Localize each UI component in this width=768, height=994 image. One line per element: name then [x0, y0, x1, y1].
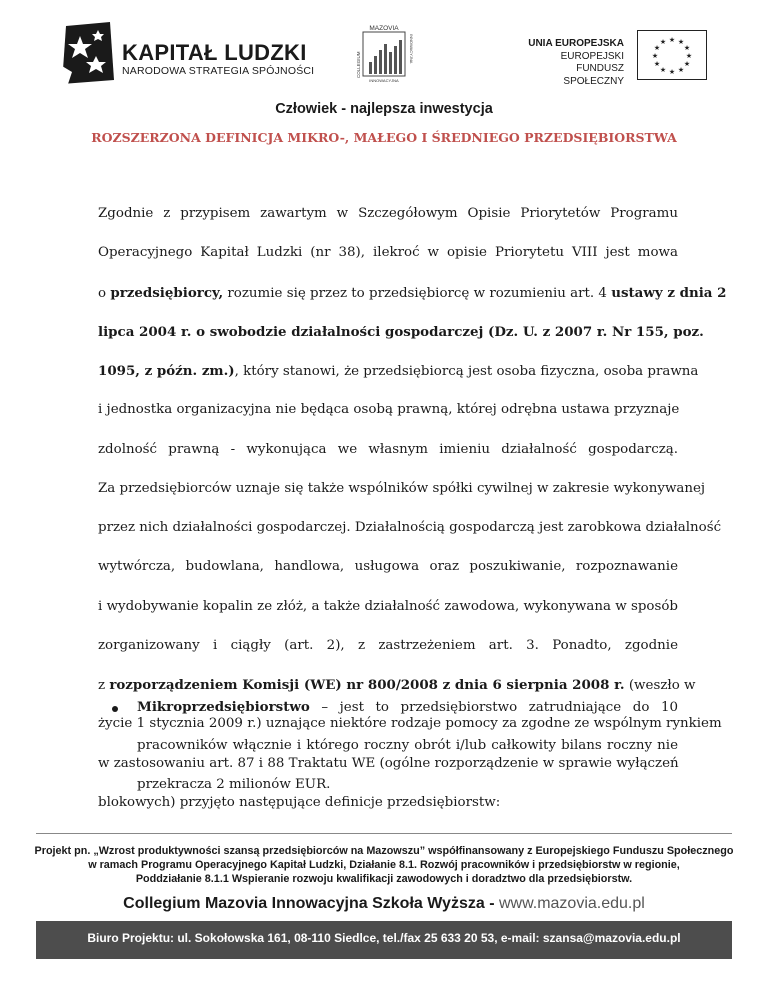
paragraph-line	[98, 285, 727, 301]
svg-text:★: ★	[651, 52, 659, 60]
footer-project-line-1: Projekt pn. „Wzrost produktywności szansą przedsiębiorców na Mazowszu” współfinansowany z Europejskiego Funduszu Społecznego	[34, 845, 734, 857]
paragraph-line: i wydobywanie kopalin ze złóż, a także działalność zawodowa, wykonywana w sposób	[98, 599, 678, 614]
bold-term: Mikroprzedsiębiorstwo	[137, 699, 310, 715]
collegium-mazovia-logo-icon	[355, 22, 413, 84]
footer-divider	[36, 833, 732, 834]
paragraph-line: Zgodnie z przypisem zawartym w Szczegółowym Opisie Priorytetów Programu	[98, 206, 678, 221]
bold-term: 1095, z późn. zm.)	[98, 363, 235, 379]
eu-line-1: UNIA EUROPEJSKA	[528, 38, 624, 49]
svg-text:★: ★	[659, 66, 667, 74]
svg-text:★: ★	[677, 66, 685, 74]
footer-college	[0, 895, 768, 913]
kapital-ludzki-logo-icon	[58, 22, 116, 84]
svg-text:★: ★	[683, 60, 691, 68]
paragraph-line	[98, 677, 696, 693]
text-run: – jest to przedsiębiorstwo zatrudniające do 10	[309, 700, 678, 715]
bullet-line: pracowników włącznie i którego roczny obrót i/lub całkowity bilans roczny nie	[137, 738, 678, 753]
paragraph-line: Operacyjnego Kapitał Ludzki (nr 38), ilekroć w opisie Priorytetu VIII jest mowa	[98, 245, 678, 260]
footer-project-line-3: Poddziałanie 8.1.1 Wspieranie rozwoju kwalifikacji zawodowych i doradztwo dla przedsiębiorstw.	[135, 873, 633, 885]
footer-office-address: Biuro Projektu: ul. Sokołowska 161, 08-110 Siedlce, tel./fax 25 633 20 53, e-mail: szansa@mazovia.edu.pl	[87, 931, 681, 945]
bullet-icon	[112, 706, 118, 712]
paragraph-line: Za przedsiębiorców uznaje się także wspólników spółki cywilnej w zakresie wykonywanej	[98, 481, 706, 496]
svg-text:★: ★	[668, 36, 676, 44]
paragraph-line: zdolność prawną - wykonująca we własnym imieniu działalność gospodarczą.	[98, 442, 678, 457]
svg-text:★: ★	[653, 60, 661, 68]
svg-text:MAZOVIA: MAZOVIA	[369, 25, 399, 32]
eu-funding-label	[520, 38, 624, 88]
tagline: Człowiek - najlepsza inwestycja	[275, 101, 493, 117]
paragraph-line: w zastosowaniu art. 87 i 88 Traktatu WE (ogólne rozporządzenie w sprawie wyłączeń	[98, 756, 679, 771]
footer-project-line-2: w ramach Programu Operacyjnego Kapitał Ludzki, Działanie 8.1. Rozwój pracowników i przedsiębiorstw w regionie,	[88, 859, 680, 871]
bold-term: ustawy z dnia 2	[611, 285, 727, 301]
svg-text:COLLEGIUM: COLLEGIUM	[356, 51, 361, 78]
paragraph-line: lipca 2004 r. o swobodzie działalności gospodarczej (Dz. U. z 2007 r. Nr 155, poz.	[98, 324, 704, 340]
eu-line-3: FUNDUSZ SPOŁECZNY	[563, 63, 624, 87]
svg-text:INNOWACYJNA: INNOWACYJNA	[409, 34, 414, 64]
college-url[interactable]: www.mazovia.edu.pl	[498, 895, 645, 912]
bullet-line: przekracza 2 milionów EUR.	[137, 777, 331, 792]
eu-flag-icon	[637, 30, 707, 80]
svg-text:★: ★	[653, 44, 661, 52]
paragraph-line	[98, 363, 699, 379]
svg-text:★: ★	[685, 52, 693, 60]
paragraph-line: i jednostka organizacyjna nie będąca osobą prawną, której odrębna ustawa przyznaje	[98, 402, 680, 417]
svg-text:★: ★	[659, 38, 667, 46]
bold-term: przedsiębiorcy,	[110, 285, 224, 301]
eu-line-2: EUROPEJSKI	[560, 50, 624, 62]
bullet-line	[137, 699, 678, 715]
paragraph-line: przez nich działalności gospodarczej. Działalnością gospodarczą jest zarobkowa działalność	[98, 520, 722, 535]
paragraph-line: życie 1 stycznia 2009 r.) uznające niektóre rodzaje pomocy za zgodne ze wspólnym rynkiem	[98, 716, 722, 731]
paragraph-line: zorganizowany i ciągły (art. 2), z zastrzeżeniem art. 3. Ponadto, zgodnie	[98, 638, 678, 653]
document-title: ROZSZERZONA DEFINICJA MIKRO-, MAŁEGO I ŚREDNIEGO PRZEDSIĘBIORSTWA	[91, 130, 677, 145]
text-run: rozumie się przez to przedsiębiorcę w rozumieniu art. 4	[223, 286, 612, 301]
text-run: , który stanowi, że przedsiębiorcą jest osoba fizyczna, osoba prawna	[234, 364, 699, 379]
paragraph-line: blokowych) przyjęto następujące definicje przedsiębiorstw:	[98, 795, 501, 810]
college-name: Collegium Mazovia Innowacyjna Szkoła Wyższa -	[123, 895, 499, 912]
kapital-ludzki-subtitle: NARODOWA STRATEGIA SPÓJNOŚCI	[122, 65, 315, 77]
bold-term: rozporządzeniem Komisji (WE) nr 800/2008 z dnia 6 sierpnia 2008 r.	[109, 677, 625, 693]
text-run: (weszło w	[624, 678, 696, 693]
svg-text:★: ★	[677, 38, 685, 46]
svg-text:★: ★	[668, 68, 676, 76]
svg-text:INNOWACYJNA: INNOWACYJNA	[369, 78, 399, 83]
svg-text:★: ★	[683, 44, 691, 52]
text-run: o	[98, 286, 111, 301]
paragraph-line: wytwórcza, budowlana, handlowa, usługowa oraz poszukiwanie, rozpoznawanie	[98, 559, 678, 574]
kapital-ludzki-title: KAPITAŁ LUDZKI	[122, 40, 307, 65]
text-run: z	[98, 678, 110, 693]
